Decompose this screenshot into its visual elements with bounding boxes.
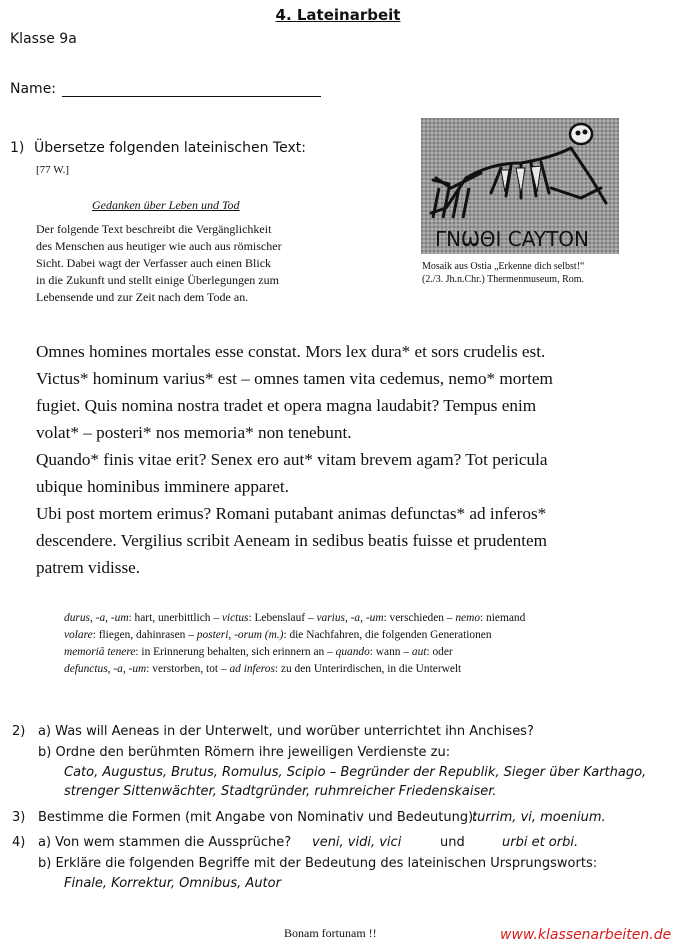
task-1-number: 1) [10,140,25,156]
task-2-number: 2) [12,724,26,739]
task-1-heading [10,140,306,156]
latin-line: Quando* finis vitae erit? Senex ero aut* vitam brevem agam? Tot pericula [36,450,548,469]
latin-text [36,338,661,581]
intro-line: Lebensende und zur Zeit nach dem Tode an. [36,290,249,304]
task-2b-merits: strenger Sittenwächter, Stadtgründer, ruhmreicher Friedenskaiser. [64,784,497,799]
task-2a: a) Was will Aeneas in der Unterwelt, und worüber unterrichtet ihn Anchises? [38,724,534,739]
class-label: Klasse 9a [10,31,77,47]
task-4b: b) Erkläre die folgenden Begriffe mit der Bedeutung des lateinischen Ursprungsworts: [38,856,598,871]
vocab-term: memoriā tenere [64,646,136,658]
intro-line: Der folgende Text beschreibt die Vergänglichkeit [36,222,272,236]
task-3-forms: turrim, vi, moenium. [472,810,606,825]
vocab-term: ad inferos [229,663,275,675]
vocab-term: defunctus, -a, -um [64,663,147,675]
skeleton-mosaic-image [421,118,619,254]
task-3-text: Bestimme die Formen (mit Angabe von Nominativ und Bedeutung): [38,810,478,825]
latin-line: Omnes homines mortales esse constat. Mors lex dura* et sors crudelis est. [36,342,546,361]
intro-line: Sicht. Dabei wagt der Verfasser auch einen Blick [36,256,272,270]
latin-line: Victus* hominum varius* est – omnes tamen vita cedemus, nemo* mortem [36,369,553,388]
page-title: 4. Lateinarbeit [275,6,401,24]
skull [570,124,592,144]
and-word: und [440,835,465,850]
intro-line: des Menschen aus heutiger wie auch aus römischer [36,239,282,253]
vocab-term: varius, -a, -um [316,612,384,624]
latin-line: Ubi post mortem erimus? Romani putabant animas defunctas* ad inferos* [36,504,547,523]
vocab-term: quando [335,646,370,658]
vocab-line: defunctus, -a, -um: verstorben, tot – ad inferos: zu den Unterirdischen, in die Unterwelt [64,663,462,675]
name-label: Name: [10,81,57,97]
vocab-term: nemo [455,612,481,624]
closing-wish: Bonam fortunam !! [284,926,377,940]
vocab-term: durus, -a, -um [64,612,129,624]
task-3-number: 3) [12,810,26,825]
latin-line: patrem vidisse. [36,558,141,577]
task-2b: b) Ordne den berühmten Römern ihre jeweiligen Verdienste zu: [38,745,451,760]
latin-line: fugiet. Quis nomina nostra tradet et opera magna laudabit? Tempus enim [36,396,537,415]
vocab-term: posteri, -orum (m.) [196,629,284,641]
latin-line: descendere. Vergilius scribit Aeneam in sedibus beatis fuisse et prudentem [36,531,548,550]
task-1-instruction: Übersetze folgenden lateinischen Text: [34,140,306,156]
caption-line: (2./3. Jh.n.Chr.) Thermenmuseum, Rom. [422,274,585,285]
vocab-term: aut [411,646,427,658]
name-input-line[interactable] [62,95,321,97]
task-2b-romans: Cato, Augustus, Brutus, Romulus, Scipio – Begründer der Republik, Sieger über Karthago, [64,765,647,780]
word-count: [77 W.] [36,164,69,176]
quote-veni-vidi-vici: veni, vidi, vici [312,835,402,850]
quote-urbi-et-orbi: urbi et orbi. [502,835,579,850]
image-caption [422,260,652,286]
vocab-term: victus [221,612,249,624]
vocabulary-list [64,610,664,678]
caption-line: Mosaik aus Ostia „Erkenne dich selbst!“ [422,261,585,272]
task-4a: a) Von wem stammen die Aussprüche? [38,835,292,850]
task-4b-terms: Finale, Korrektur, Omnibus, Autor [64,876,281,891]
mosaic-inscription: ΓΝѠΘΙ CAYTON [435,227,590,251]
vocab-term: volare [64,629,93,641]
text-subtitle: Gedanken über Leben und Tod [92,198,240,212]
website-link[interactable]: www.klassenarbeiten.de [500,927,672,943]
intro-line: in die Zukunft und stellt einige Überlegungen zum [36,273,279,287]
vocab-line: memoriā tenere: in Erinnerung behalten, sich erinnern an – quando: wann – aut: oder [64,646,453,658]
task-4-number: 4) [12,835,26,850]
latin-line: ubique hominibus imminere apparet. [36,477,289,496]
vocab-line: durus, -a, -um: hart, unerbittlich – victus: Lebenslauf – varius, -a, -um: verschieden – nemo: niemand [64,612,526,624]
vocab-line: volare: fliegen, dahinrasen – posteri, -orum (m.): die Nachfahren, die folgenden Generationen [64,629,492,641]
mosaic-drawing [421,118,619,254]
intro-paragraph [36,221,328,306]
latin-line: volat* – posteri* nos memoria* non tenebunt. [36,423,352,442]
